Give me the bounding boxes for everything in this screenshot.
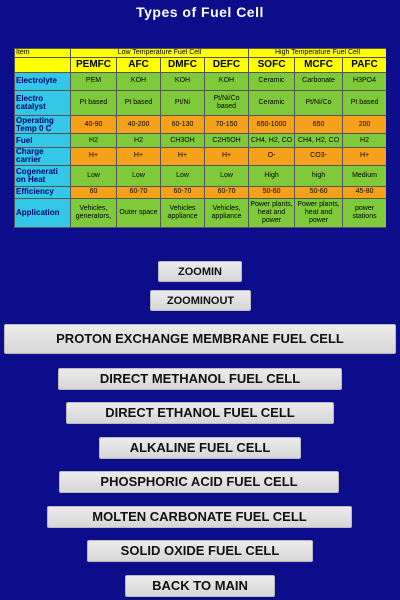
table-header-low-temp: Low Temperature Fuel Cell [71,49,249,58]
table-cell: CH3OH [161,134,205,147]
table-row [15,147,387,166]
table-header-item: Item [15,49,71,58]
column-header: SOFC [249,58,295,72]
table-cell: 45-80 [343,186,386,198]
table-cell: Outer space [117,199,161,228]
table-cell: Power plants, heat and power [295,199,343,228]
fuel-cell-comparison-table [14,48,386,228]
zoomin-button[interactable]: ZOOMIN [158,261,242,282]
table-cell: Vehicles appliance [161,199,205,228]
table-cell: CH4, H2, CO [295,134,343,147]
row-label: Fuel [15,134,71,147]
row-label: Electro catalyst [15,91,71,116]
table-cell: Low [161,166,205,187]
row-label: Electrolyte [15,72,71,91]
table-cell: H2 [343,134,386,147]
table-cell: Pt based [117,91,161,116]
row-label: Operating Temp 0 C [15,115,71,134]
table-cell: KOH [205,72,249,91]
table-cell: KOH [117,72,161,91]
column-header: PEMFC [71,58,117,72]
table-cell: 60-70 [205,186,249,198]
table-cell: KOH [161,72,205,91]
table-cell: Power plants, heat and power [249,199,295,228]
row-label: Efficiency [15,186,71,198]
table-cell: 40-90 [71,115,117,134]
table-row [15,72,387,91]
column-header: MCFC [295,58,343,72]
table-cell: Vehicles, generators, [71,199,117,228]
table-cell: Pt/Ni [161,91,205,116]
table-cell: CO3- [295,147,343,166]
table-cell: H2 [117,134,161,147]
row-label: Cogenerati on Heat [15,166,71,187]
table-cell: Pt/Ni/Co [295,91,343,116]
table-cell: 60-70 [161,186,205,198]
direct-ethanol-fuel-cell-button[interactable]: DIRECT ETHANOL FUEL CELL [66,402,334,424]
table-cell: 50-60 [295,186,343,198]
table-cell: High [249,166,295,187]
column-header: AFC [117,58,161,72]
table-cell: H+ [161,147,205,166]
table-header-high-temp: High Temperature Fuel Cell [249,49,386,58]
table-cell: Vehicles, appliance [205,199,249,228]
page-title: Types of Fuel Cell [136,4,264,20]
solid-oxide-fuel-cell-button[interactable]: SOLID OXIDE FUEL CELL [87,540,313,562]
table-row [15,199,387,228]
alkaline-fuel-cell-button[interactable]: ALKALINE FUEL CELL [99,437,301,459]
table-cell: H2 [71,134,117,147]
table-cell: CH4, H2, CO [249,134,295,147]
phosphoric-acid-fuel-cell-button[interactable]: PHOSPHORIC ACID FUEL CELL [59,471,339,493]
table-cell: Ceramic [249,72,295,91]
table-header-blank [15,58,71,72]
table-cell: 50-60 [249,186,295,198]
table-cell: Pt based [71,91,117,116]
table-row [15,166,387,187]
table-cell: 60-70 [117,186,161,198]
column-header: DMFC [161,58,205,72]
table-cell: H3PO4 [343,72,386,91]
table-row [15,91,387,116]
table-cell: 200 [343,115,386,134]
table-cell: 650 [295,115,343,134]
table-row [15,115,387,134]
table-cell: Medium [343,166,386,187]
table-cell: 60 [71,186,117,198]
table-cell: Low [71,166,117,187]
row-label: Charge carrier [15,147,71,166]
table-cell: Pt/Ni/Co based [205,91,249,116]
column-header: PAFC [343,58,386,72]
table-cell: Low [117,166,161,187]
table-cell: O- [249,147,295,166]
back-to-main-button[interactable]: BACK TO MAIN [125,575,275,597]
table-cell: C2H5OH [205,134,249,147]
table-row [15,134,387,147]
table-row [15,186,387,198]
table-cell: Pt based [343,91,386,116]
proton-exchange-membrane-fuel-cell-button[interactable]: PROTON EXCHANGE MEMBRANE FUEL CELL [4,324,396,354]
column-header: DEFC [205,58,249,72]
zoominout-button[interactable]: ZOOMINOUT [150,290,251,311]
table-cell: 650-1000 [249,115,295,134]
table-cell: power stations [343,199,386,228]
table-cell: H+ [205,147,249,166]
table-cell: H+ [343,147,386,166]
table-cell: high [295,166,343,187]
table-cell: H+ [71,147,117,166]
table-cell: Low [205,166,249,187]
row-label: Application [15,199,71,228]
molten-carbonate-fuel-cell-button[interactable]: MOLTEN CARBONATE FUEL CELL [47,506,352,528]
table-cell: PEM [71,72,117,91]
table-cell: Carbonate [295,72,343,91]
direct-methanol-fuel-cell-button[interactable]: DIRECT METHANOL FUEL CELL [58,368,342,390]
table-cell: 70-150 [205,115,249,134]
table-cell: Ceramic [249,91,295,116]
table-cell: 40-200 [117,115,161,134]
table-cell: 60-130 [161,115,205,134]
table-cell: H+ [117,147,161,166]
